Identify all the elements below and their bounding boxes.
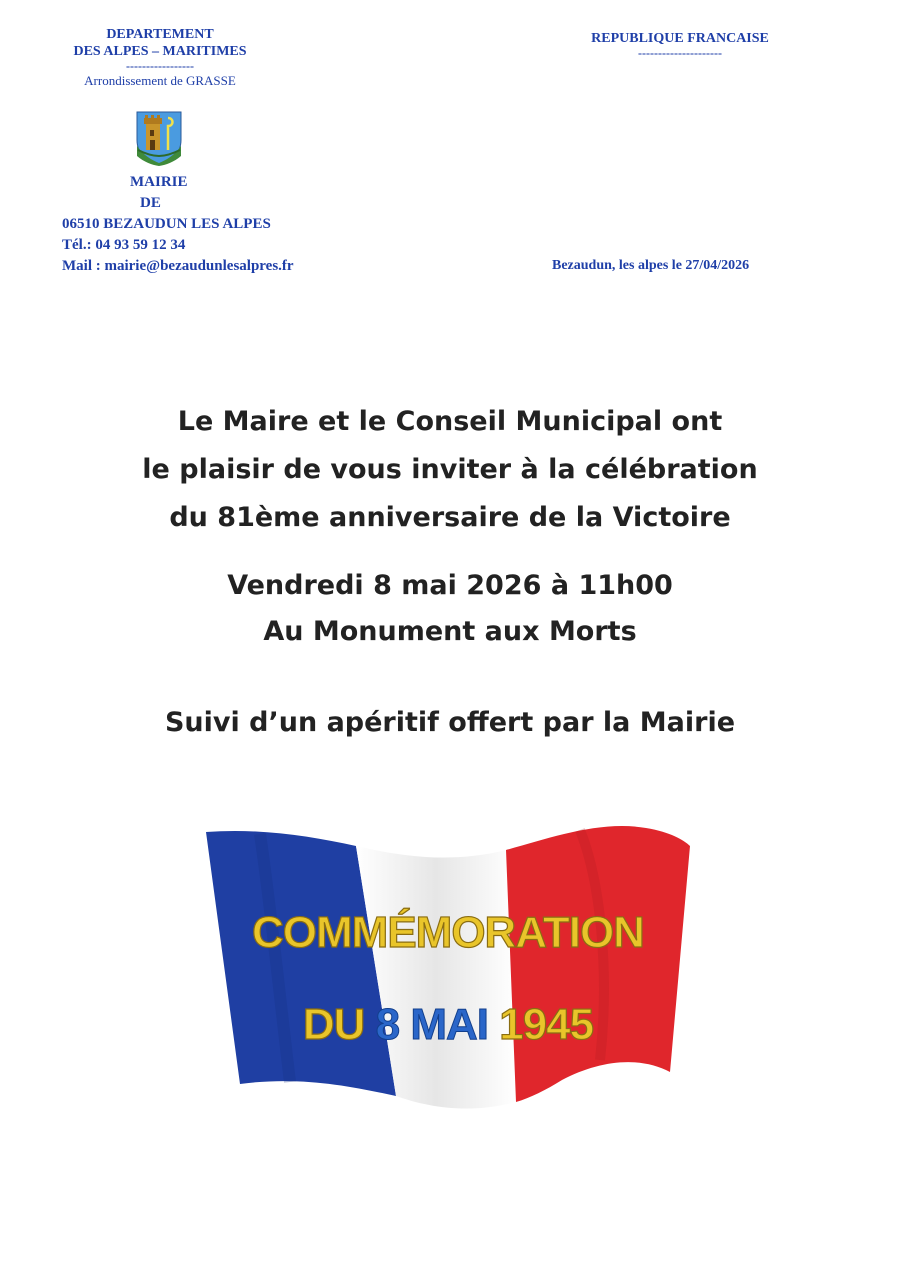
separator: ----------------- <box>126 59 194 73</box>
event-date: Vendredi 8 mai 2026 à 11h00 <box>227 570 673 601</box>
department-header <box>40 26 280 90</box>
aperitif-notice: Suivi d’un apéritif offert par la Mairie <box>164 707 736 738</box>
mairie-line1: MAIRIE <box>130 174 188 190</box>
department-line2: DES ALPES – MARITIMES <box>73 44 247 59</box>
commemoration-title: COMMÉMORATION <box>252 908 644 957</box>
invitation-line1: Le Maire et le Conseil Municipal ont <box>177 406 723 437</box>
event-place: Au Monument aux Morts <box>263 616 637 647</box>
subtitle-part1: DU <box>302 1000 376 1049</box>
subtitle-part2: 8 MAI <box>375 1000 489 1049</box>
department-line1: DEPARTEMENT <box>106 27 214 42</box>
arrondissement: Arrondissement de GRASSE <box>84 73 236 88</box>
event-details <box>40 563 860 655</box>
flag-banner <box>200 820 696 1116</box>
place-date: Bezaudun, les alpes le 27/04/2026 <box>552 258 750 273</box>
mairie-contact <box>62 172 294 277</box>
invitation-line2: le plaisir de vous inviter à la célébration <box>142 454 758 485</box>
republic-header <box>560 30 800 59</box>
subtitle-part3: 1945 <box>488 1000 594 1049</box>
separator: --------------------- <box>638 46 722 60</box>
mairie-line2: DE <box>140 195 161 211</box>
mairie-address: 06510 BEZAUDUN LES ALPES <box>62 216 271 232</box>
mairie-mail: Mail : mairie@bezaudunlesalpres.fr <box>62 258 294 274</box>
french-flag-image <box>200 820 696 1116</box>
invitation-text <box>40 398 860 542</box>
republic-title: REPUBLIQUE FRANCAISE <box>591 31 769 46</box>
mairie-phone: Tél.: 04 93 59 12 34 <box>62 237 186 253</box>
invitation-line3: du 81ème anniversaire de la Victoire <box>169 502 731 533</box>
coat-of-arms-icon <box>134 110 184 166</box>
commemoration-subtitle <box>200 1000 696 1050</box>
